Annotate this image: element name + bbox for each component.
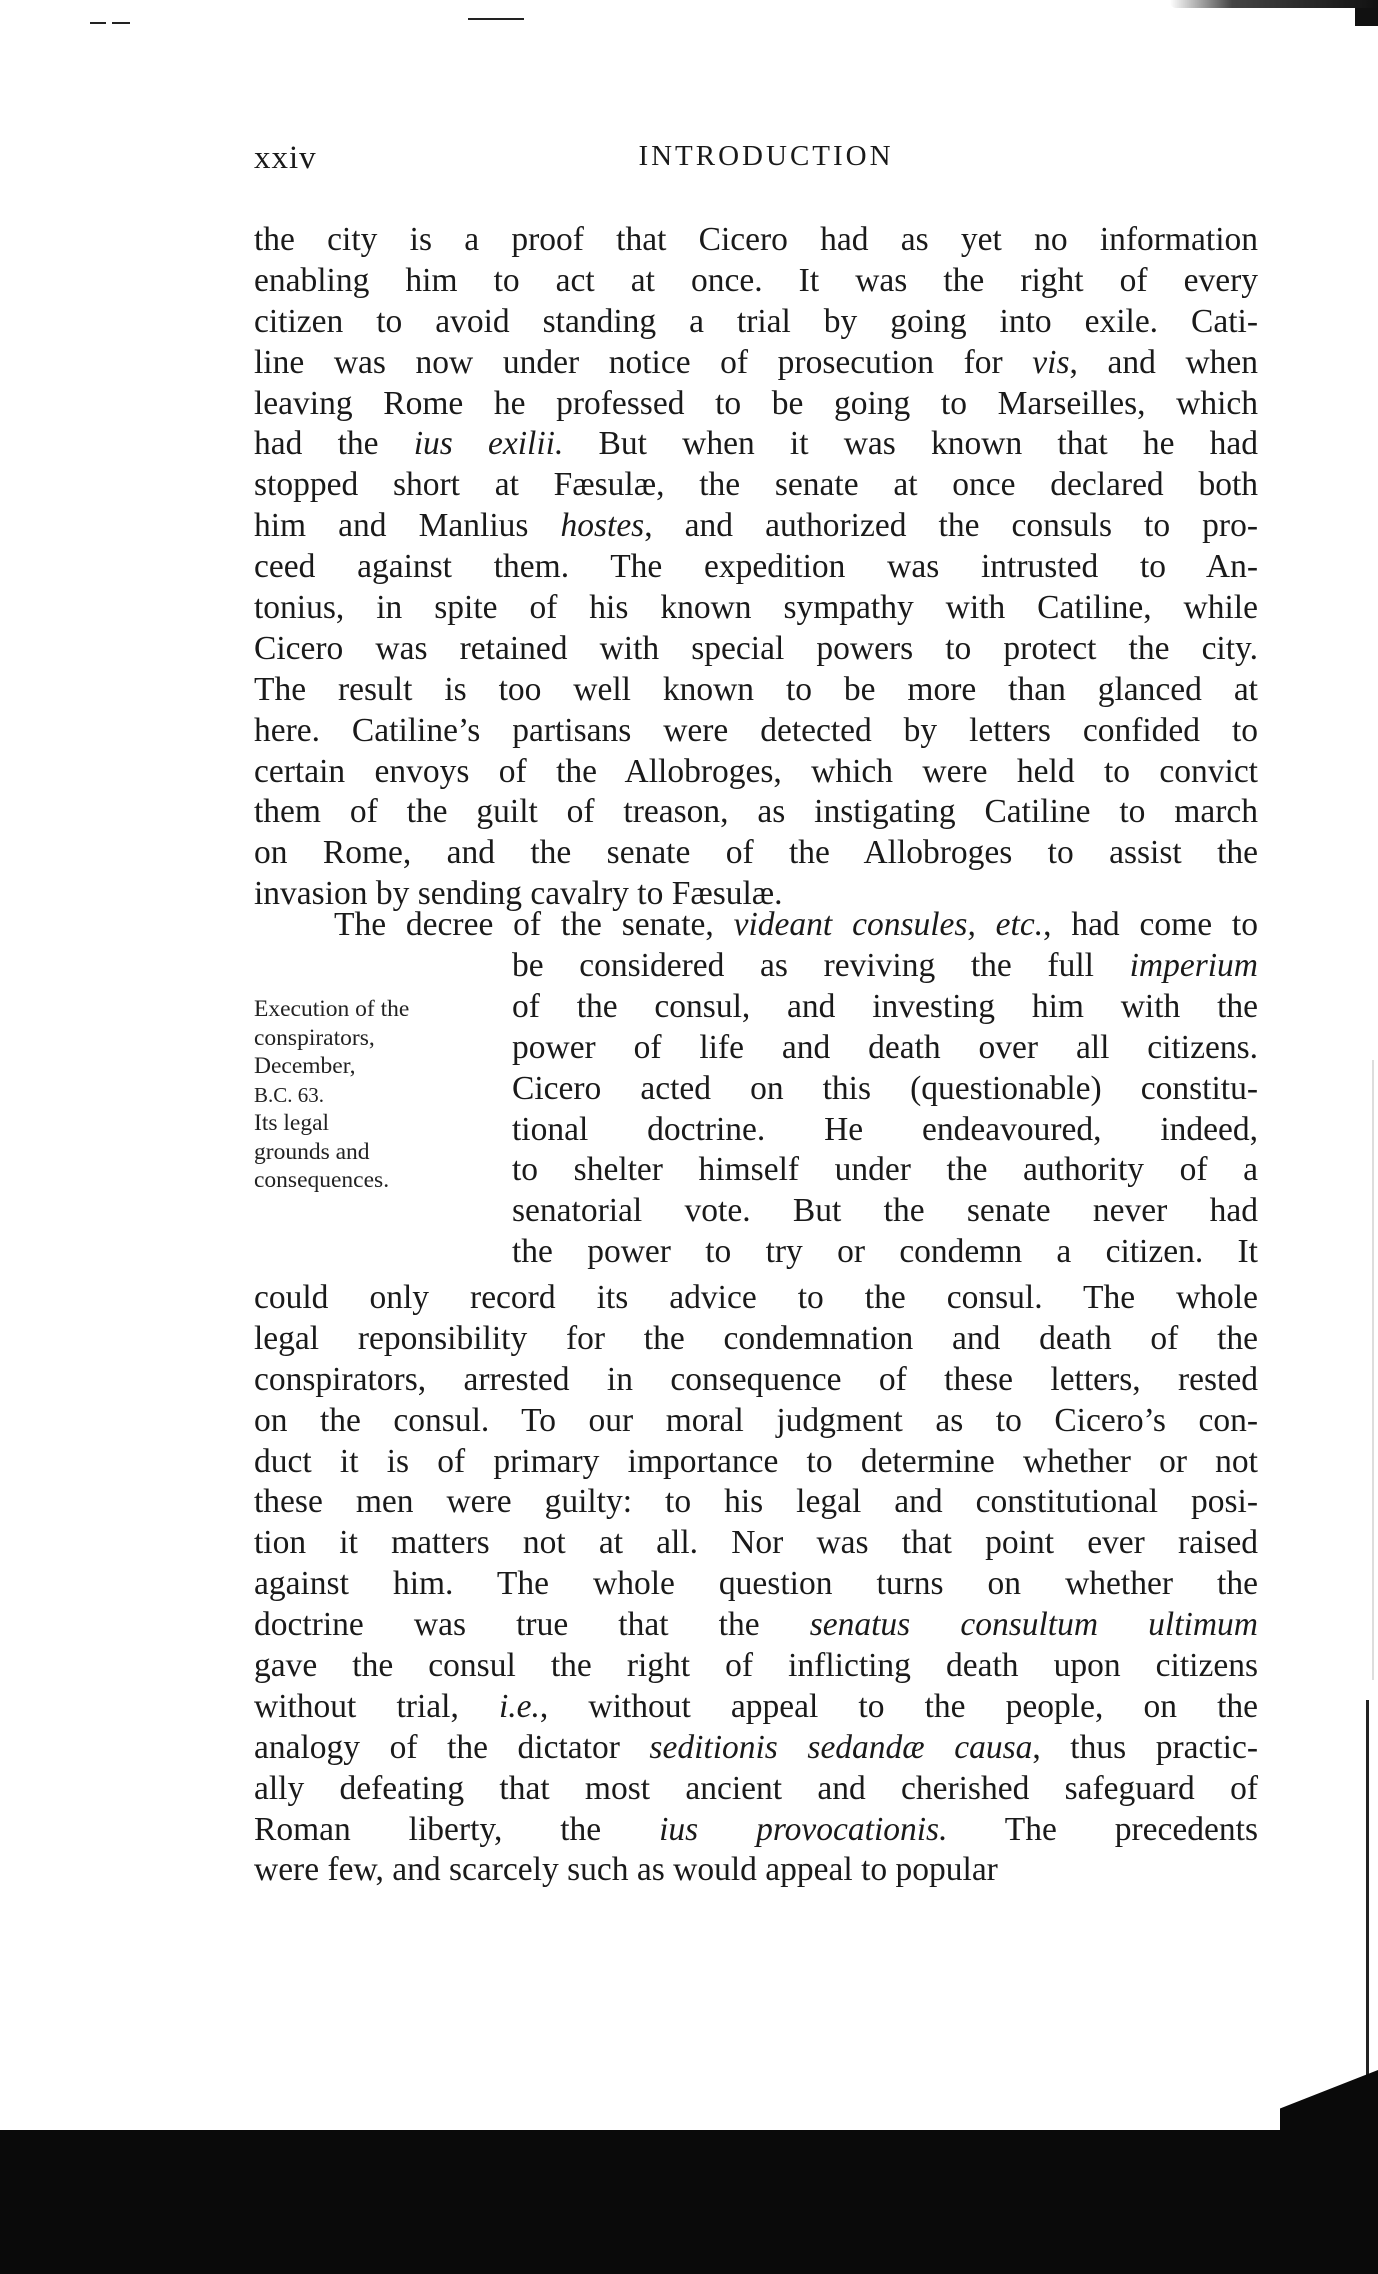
text-line: of the consul, and investing him with the [512,987,1258,1025]
italic-term: videant consules, etc. [733,906,1044,943]
text-line: doctrine was true that the senatus consultum ultimum [254,1606,1258,1644]
text-line: the city is a proof that Cicero had as yet no information [254,221,1258,258]
scan-artifact [112,22,130,24]
text-line: duct it is of primary importance to determine whether or not [254,1442,1258,1480]
text-line: senatorial vote. But the senate never had [512,1192,1258,1230]
text-line: leaving Rome he professed to be going to Marseilles, which [254,384,1258,422]
text-line: be considered as reviving the full imperium [512,947,1258,984]
text-line: against him. The whole question turns on whether the [254,1565,1258,1603]
italic-term: imperium [1129,947,1258,984]
text-line: Cicero acted on this (questionable) constitu- [512,1069,1258,1107]
text-line: without trial, i.e., without appeal to the people, on the [254,1687,1259,1725]
text-line: Cicero was retained with special powers to protect the city. [254,629,1258,667]
text-line: gave the consul the right of inflicting death upon citizens [254,1647,1258,1685]
text-line: on the consul. To our moral judgment as to Cicero’s con- [254,1401,1258,1439]
text-line: stopped short at Fæsulæ, the senate at once declared both [254,466,1258,504]
italic-term: i.e. [498,1687,540,1725]
scan-artifact [90,22,106,24]
text-line: citizen to avoid standing a trial by going into exile. Cati- [254,302,1258,340]
text-line: tonius, in spite of his known sympathy with Catiline, while [254,589,1258,627]
text-line: certain envoys of the Allobroges, which were held to convict [254,752,1258,790]
italic-term: ius provocationis. [659,1810,948,1848]
marginal-note-line: grounds and [254,1138,370,1165]
text-line: these men were guilty: to his legal and constitutional posi- [254,1483,1258,1521]
text-line: power of life and death over all citizens. [512,1028,1258,1066]
text-line: tion it matters not at all. Nor was that point ever raised [254,1524,1258,1562]
running-head [254,140,1258,184]
text-line: invasion by sending cavalry to Fæsulæ. [254,875,783,913]
paragraph-2-wrapped [512,946,1258,1273]
marginal-note-line: B.C. 63. [254,1082,325,1107]
text-line: analogy of the dictator seditionis sedandæ causa, thus practic- [254,1728,1258,1766]
text-line: on Rome, and the senate of the Allobroges to assist the [254,834,1258,872]
paragraph-2-continued [254,1278,1258,1891]
page-edge [1372,1060,1374,1680]
text-line: them of the guilt of treason, as instigating Catiline to march [254,793,1258,831]
text-line: The result is too well known to be more than glanced at [254,670,1258,708]
italic-term: vis [1032,343,1070,381]
italic-term: ius exilii. [413,425,564,463]
marginal-note-line: conspirators, [254,1024,375,1051]
marginal-note-line: December, [254,1053,356,1079]
text-line: to shelter himself under the authority of a [512,1151,1258,1189]
paragraph-2-first-line [254,905,1258,946]
marginal-note-line: Its legal [254,1110,330,1136]
italic-term: hostes [560,507,645,545]
marginal-note [254,995,484,1195]
text-line: conspirators, arrested in consequence of these letters, rested [254,1360,1258,1398]
text-line: legal reponsibility for the condemnation and death of the [254,1319,1258,1357]
text-line: him and Manlius hostes, and authorized the consuls to pro- [254,507,1258,545]
text-line: were few, and scarcely such as would appeal to popular [254,1851,998,1889]
text-line: here. Catiline’s partisans were detected by letters confided to [254,711,1258,749]
marginal-note-line: Execution of the [254,996,410,1022]
paragraph-1 [254,220,1258,915]
italic-term: seditionis sedandæ causa [649,1728,1033,1766]
text-line: had the ius exilii. But when it was known that he had [254,425,1259,463]
text-line: enabling him to act at once. It was the right of every [254,261,1258,299]
text-line: ceed against them. The expedition was intrusted to An- [254,548,1258,586]
text-line: could only record its advice to the consul. The whole [254,1279,1258,1316]
scan-artifact [1170,0,1378,8]
scan-artifact [1355,8,1378,26]
text-line: tional doctrine. He endeavoured, indeed, [512,1110,1258,1148]
scan-shadow [0,2130,1378,2274]
text-line: The decree of the senate, videant consules, etc., had come to [334,906,1258,943]
marginal-note-line: consequences. [254,1167,390,1193]
text-line: the power to try or condemn a citizen. It [512,1233,1258,1271]
page-number: xxiv [254,140,317,176]
text-line: Roman liberty, the ius provocationis. The precedents [254,1810,1258,1848]
running-title: INTRODUCTION [638,140,894,172]
text-line: line was now under notice of prosecution for vis, and when [254,343,1258,381]
scan-artifact [468,18,524,20]
page-edge [1366,1700,1369,2080]
italic-term: senatus consultum ultimum [809,1606,1258,1644]
text-line: ally defeating that most ancient and cherished safeguard of [254,1769,1258,1807]
